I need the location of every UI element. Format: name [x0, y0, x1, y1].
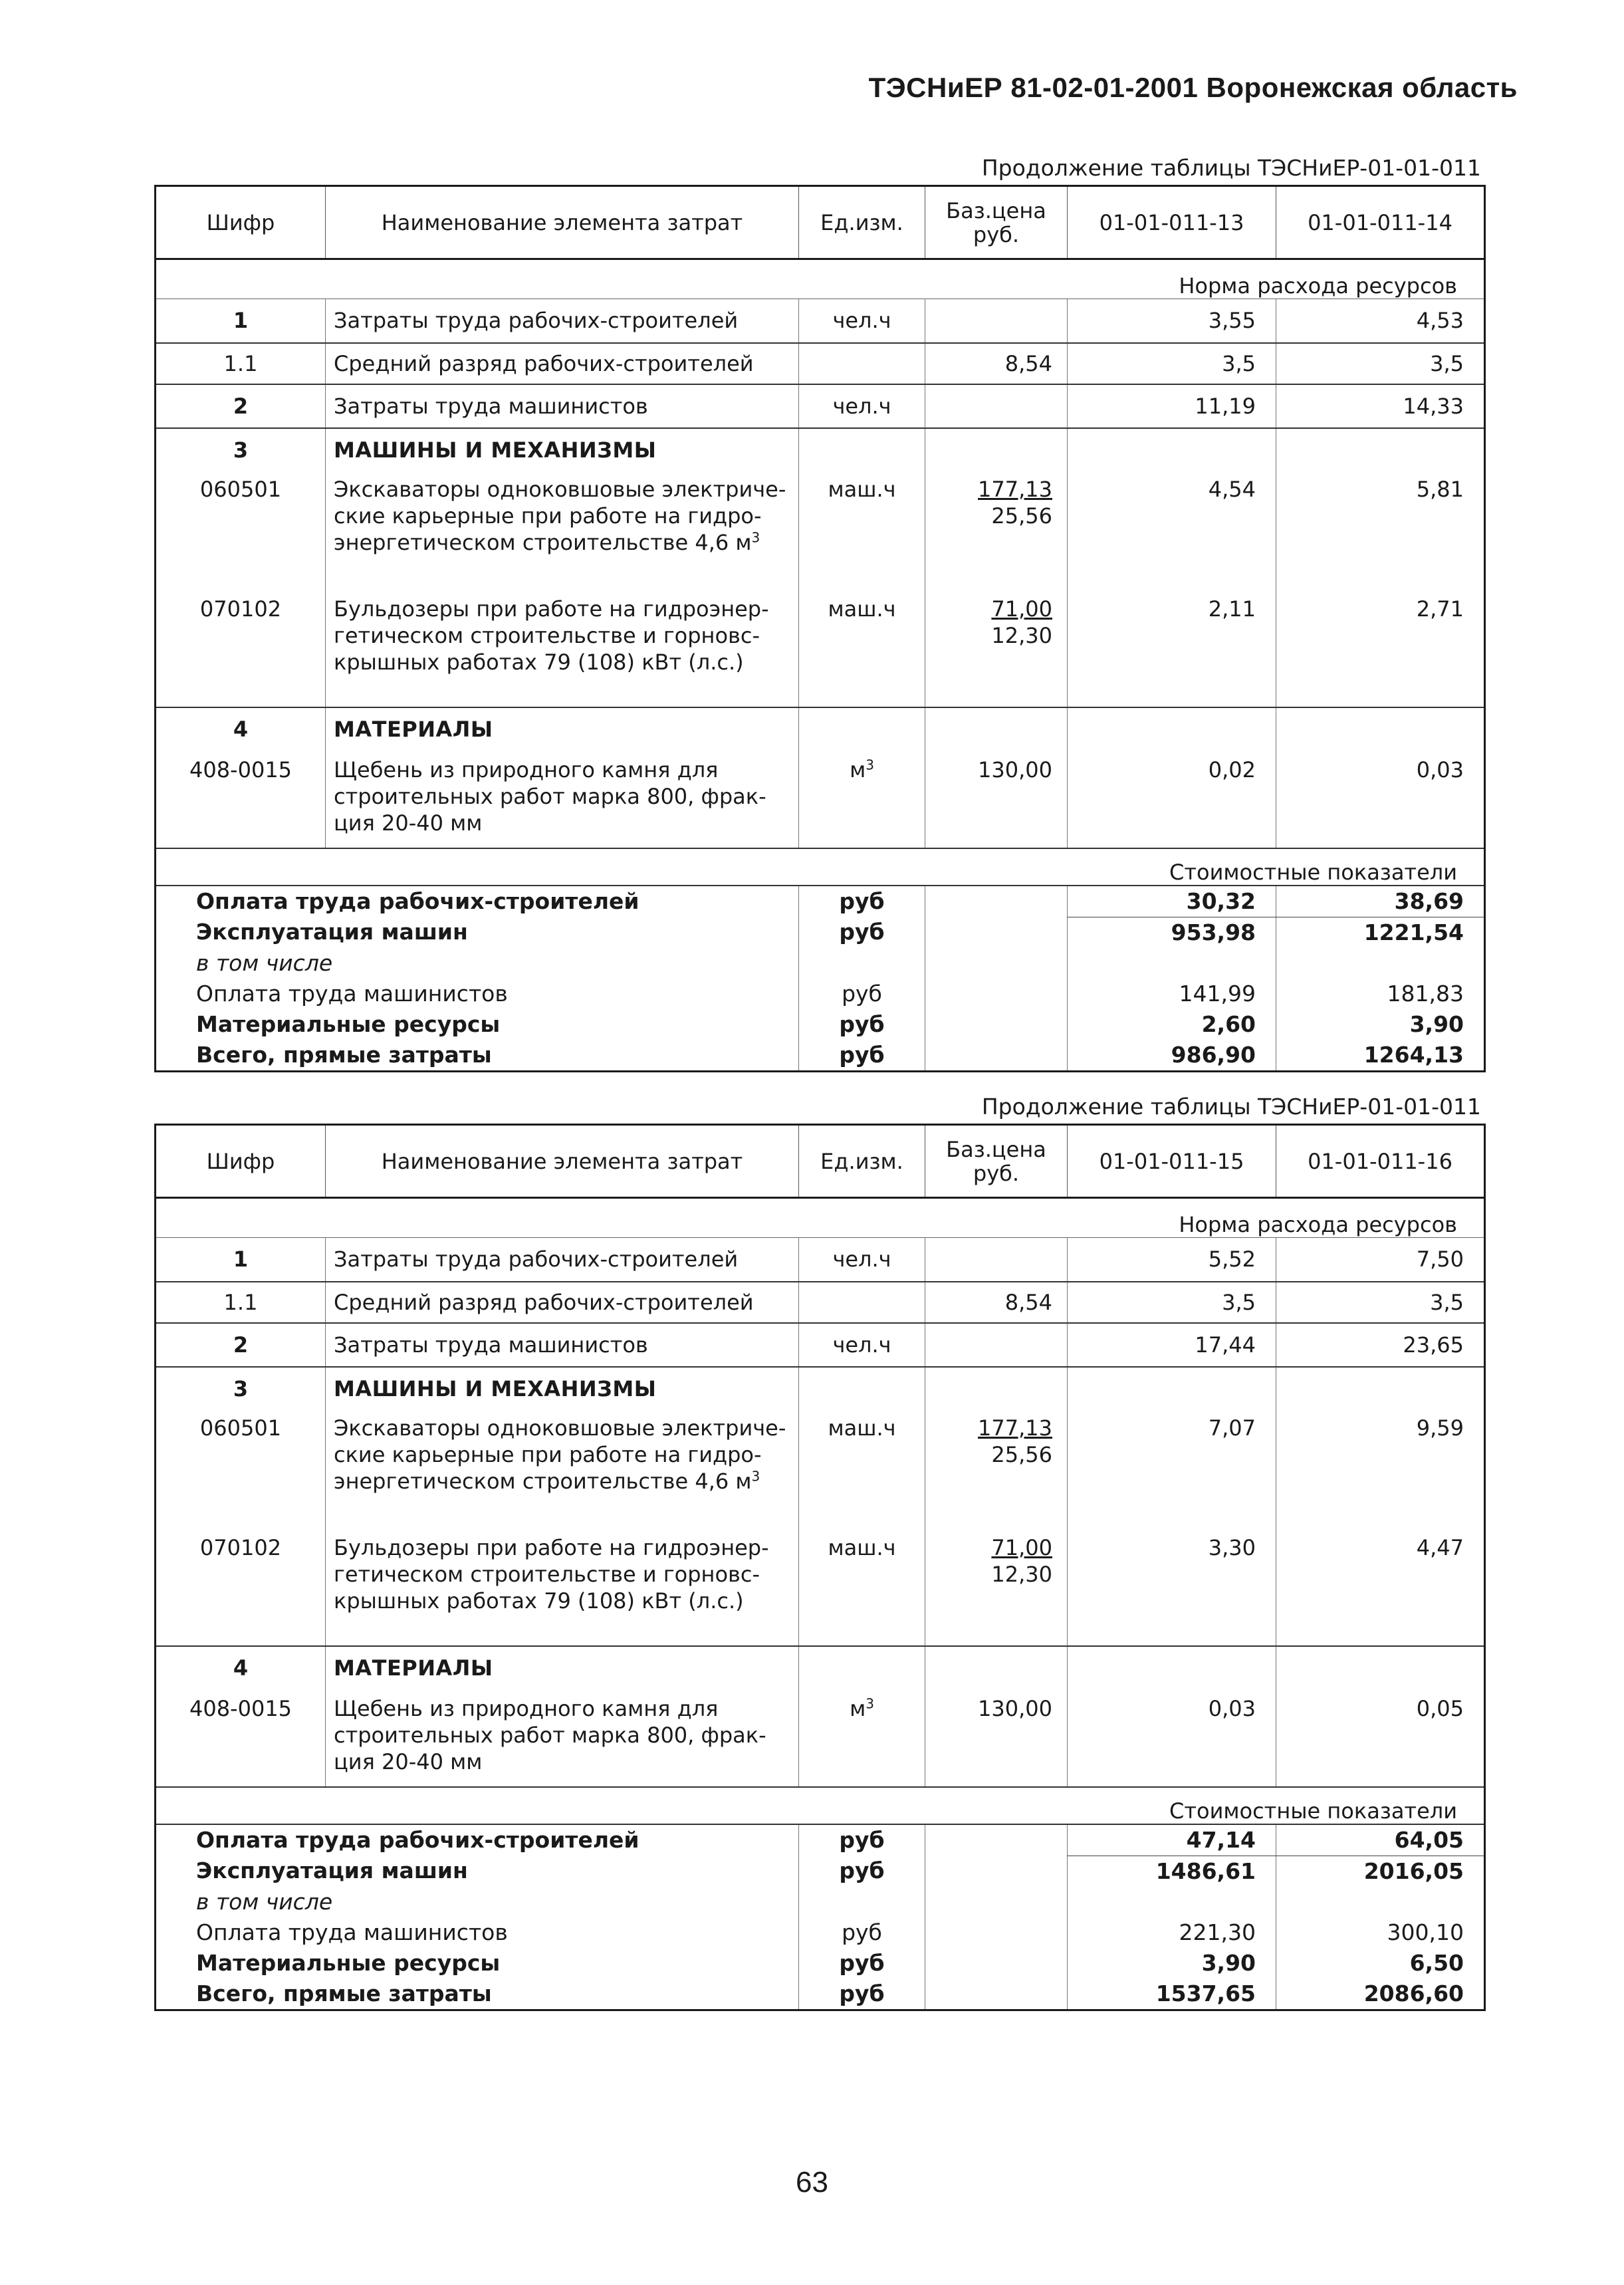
row-code: 1.1: [156, 1282, 326, 1323]
row-code: 060501: [199, 1415, 282, 1441]
table-row: [156, 1687, 1485, 1787]
cost-label: в том числе: [196, 1888, 333, 1915]
page-header-title: ТЭСНиЕР 81-02-01-2001 Воронежская область: [868, 72, 1518, 103]
cost-value-a: 221,30: [1068, 1917, 1276, 1948]
header-norm-b: 01-01-011-16: [1276, 1125, 1485, 1198]
section-title: МАШИНЫ И МЕХАНИЗМЫ: [326, 1367, 799, 1407]
norm-table-block-2: [154, 1090, 1484, 2011]
section-title: МАТЕРИАЛЫ: [326, 1646, 799, 1687]
cost-value-a: 3,90: [1068, 1948, 1276, 1979]
table-row: [156, 592, 1485, 707]
cost-price: [925, 917, 1068, 948]
row-code: 060501: [199, 476, 282, 502]
cost-value-b: 1221,54: [1276, 917, 1485, 948]
cost-value-b: 1264,13: [1276, 1040, 1485, 1072]
row-name: Затраты труда рабочих-строителей: [326, 299, 799, 343]
cost-unit: руб: [799, 979, 925, 1009]
cost-price: [925, 1040, 1068, 1072]
row-unit: $м^3$: [799, 1687, 925, 1787]
row-name: Средний разряд рабочих-строителей: [326, 1282, 799, 1323]
cost-label: Оплата труда рабочих-строителей: [196, 888, 639, 914]
norm-title-row: [156, 1198, 1485, 1238]
row-unit: маш.ч: [799, 1530, 925, 1646]
cost-unit: руб: [799, 1917, 925, 1948]
row-norm-a: 5,52: [1068, 1238, 1276, 1282]
cost-value-a: 47,14: [1068, 1824, 1276, 1856]
cost-label: Оплата труда машинистов: [196, 1919, 508, 1945]
row-code: 4: [233, 1655, 249, 1681]
cost-value-a: 2,60: [1068, 1009, 1276, 1040]
row-name: Затраты труда машинистов: [326, 1323, 799, 1367]
cost-row: [156, 886, 1485, 917]
row-unit: $м^3$: [799, 749, 925, 848]
row-norm-b: 2,71: [1276, 592, 1485, 707]
row-unit: чел.ч: [799, 1238, 925, 1282]
table-row: [156, 1530, 1485, 1646]
norm-title: Норма расхода ресурсов: [156, 259, 1485, 299]
table-row: [156, 299, 1485, 343]
cost-value-b: [1276, 948, 1485, 979]
row-name: Бульдозеры при работе на гидроэнер- гетическом строительстве и горновс- крышных работах 79 (108) кВт (л.с.): [326, 592, 799, 707]
cost-value-a: 30,32: [1068, 886, 1276, 917]
cost-title-row: [156, 1787, 1485, 1824]
row-code: 3: [233, 1376, 249, 1401]
cost-value-b: 2016,05: [1276, 1856, 1485, 1887]
row-norm-b: 4,47: [1276, 1530, 1485, 1646]
row-name: Экскаваторы одноковшовые электриче- ские карьерные при работе на гидро- энергетическом строительстве 4,6 $м^3$: [326, 468, 799, 592]
row-price: 71,00 12,30: [925, 1530, 1068, 1646]
cost-row: [156, 1887, 1485, 1917]
resource-norm-table: [154, 185, 1486, 1072]
row-code: 070102: [156, 592, 326, 707]
table-row: [156, 468, 1485, 592]
cost-value-a: [1068, 948, 1276, 979]
cost-value-b: 181,83: [1276, 979, 1485, 1009]
row-norm-b: 0,03: [1276, 749, 1485, 848]
row-norm-b: 9,59: [1276, 1407, 1485, 1530]
cost-title: Стоимостные показатели: [156, 1787, 1485, 1824]
cost-unit: руб: [799, 1824, 925, 1856]
row-name: Бульдозеры при работе на гидроэнер- гетическом строительстве и горновс- крышных работах 79 (108) кВт (л.с.): [326, 1530, 799, 1646]
section-row-materials: [156, 1646, 1485, 1687]
cost-price: [925, 1917, 1068, 1948]
row-unit: [799, 1282, 925, 1323]
cost-row: [156, 979, 1485, 1009]
header-norm-b: 01-01-011-14: [1276, 186, 1485, 259]
cost-price: [925, 1856, 1068, 1887]
row-norm-a: 0,03: [1068, 1687, 1276, 1787]
cost-value-b: 300,10: [1276, 1917, 1485, 1948]
row-unit: чел.ч: [799, 1323, 925, 1367]
cost-value-b: 6,50: [1276, 1948, 1485, 1979]
row-code: 1.1: [156, 343, 326, 384]
row-code: 2: [156, 384, 326, 428]
row-price: [925, 384, 1068, 428]
cost-value-a: 986,90: [1068, 1040, 1276, 1072]
row-code: 408-0015: [189, 757, 292, 782]
table-caption: Продолжение таблицы ТЭСНиЕР-01-01-011: [981, 155, 1481, 181]
table-row: [156, 1282, 1485, 1323]
cost-unit: руб: [799, 1948, 925, 1979]
cost-row: [156, 917, 1485, 948]
cost-value-b: 38,69: [1276, 886, 1485, 917]
cost-value-a: 1537,65: [1068, 1979, 1276, 2010]
cost-label: Эксплуатация машин: [196, 1858, 468, 1884]
cost-value-b: 3,90: [1276, 1009, 1485, 1040]
cost-row: [156, 1009, 1485, 1040]
header-unit: Ед.изм.: [799, 1125, 925, 1198]
cost-price: [925, 1009, 1068, 1040]
row-norm-a: 17,44: [1068, 1323, 1276, 1367]
table-header-row: [156, 1125, 1485, 1198]
row-price: [925, 1323, 1068, 1367]
row-norm-b: 0,05: [1276, 1687, 1485, 1787]
row-code: 2: [156, 1323, 326, 1367]
norm-title: Норма расхода ресурсов: [156, 1198, 1485, 1238]
table-row: [156, 384, 1485, 428]
cost-price: [925, 948, 1068, 979]
row-code: 1: [156, 299, 326, 343]
cost-unit: руб: [799, 917, 925, 948]
section-title: МАТЕРИАЛЫ: [326, 707, 799, 749]
table-row: [156, 1407, 1485, 1530]
cost-value-a: 1486,61: [1068, 1856, 1276, 1887]
header-price: Баз.цена руб.: [925, 186, 1068, 259]
row-norm-a: 2,11: [1068, 592, 1276, 707]
row-norm-a: 3,30: [1068, 1530, 1276, 1646]
row-name: Щебень из природного камня для строительных работ марка 800, фрак- ция 20-40 мм: [326, 749, 799, 848]
table-header-row: [156, 186, 1485, 259]
header-price: Баз.цена руб.: [925, 1125, 1068, 1198]
cost-row: [156, 948, 1485, 979]
cost-value-b: 64,05: [1276, 1824, 1485, 1856]
cost-price: [925, 1824, 1068, 1856]
norm-title-row: [156, 259, 1485, 299]
row-price: 177,13 25,56: [925, 468, 1068, 592]
cost-label: Материальные ресурсы: [196, 1011, 501, 1037]
table-caption: Продолжение таблицы ТЭСНиЕР-01-01-011: [981, 1094, 1481, 1120]
header-norm-a: 01-01-011-15: [1068, 1125, 1276, 1198]
row-unit: [799, 343, 925, 384]
row-unit: чел.ч: [799, 299, 925, 343]
cost-price: [925, 1979, 1068, 2010]
cost-label: Материальные ресурсы: [196, 1949, 501, 1976]
row-name: Средний разряд рабочих-строителей: [326, 343, 799, 384]
page-number: 63: [796, 2166, 828, 2199]
section-title: МАШИНЫ И МЕХАНИЗМЫ: [326, 428, 799, 468]
row-name: Затраты труда машинистов: [326, 384, 799, 428]
section-row-materials: [156, 707, 1485, 749]
table-row: [156, 1323, 1485, 1367]
cost-label: в том числе: [196, 949, 333, 976]
cost-row: [156, 1856, 1485, 1887]
header-name: Наименование элемента затрат: [326, 186, 799, 259]
cost-price: [925, 886, 1068, 917]
row-unit: маш.ч: [799, 592, 925, 707]
row-norm-b: 3,5: [1276, 1282, 1485, 1323]
cost-value-b: 2086,60: [1276, 1979, 1485, 2010]
row-norm-a: 3,55: [1068, 299, 1276, 343]
row-code: 070102: [156, 1530, 326, 1646]
row-norm-a: 4,54: [1068, 468, 1276, 592]
header-name: Наименование элемента затрат: [326, 1125, 799, 1198]
row-name: Затраты труда рабочих-строителей: [326, 1238, 799, 1282]
norm-table-block-1: [154, 152, 1484, 1072]
row-code: 408-0015: [189, 1695, 292, 1721]
row-code: 1: [156, 1238, 326, 1282]
cost-price: [925, 979, 1068, 1009]
section-row-machines: [156, 1367, 1485, 1407]
row-norm-b: 3,5: [1276, 343, 1485, 384]
row-price: 8,54: [925, 1282, 1068, 1323]
row-unit: маш.ч: [799, 468, 925, 592]
row-price: 130,00: [925, 1687, 1068, 1787]
cost-unit: руб: [799, 1040, 925, 1072]
resource-norm-table: [154, 1124, 1486, 2011]
cost-row: [156, 1948, 1485, 1979]
row-price: 71,00 12,30: [925, 592, 1068, 707]
row-price: 177,13 25,56: [925, 1407, 1068, 1530]
cost-value-b: [1276, 1887, 1485, 1917]
cost-unit: [799, 948, 925, 979]
cost-title-row: [156, 848, 1485, 886]
row-norm-a: 3,5: [1068, 343, 1276, 384]
cost-label: Оплата труда рабочих-строителей: [196, 1826, 639, 1853]
row-unit: маш.ч: [799, 1407, 925, 1530]
cost-unit: [799, 1887, 925, 1917]
header-norm-a: 01-01-011-13: [1068, 186, 1276, 259]
cost-unit: руб: [799, 1979, 925, 2010]
cost-row: [156, 1040, 1485, 1072]
table-row: [156, 1238, 1485, 1282]
header-unit: Ед.изм.: [799, 186, 925, 259]
row-price: 8,54: [925, 343, 1068, 384]
cost-title: Стоимостные показатели: [156, 848, 1485, 886]
row-price: 130,00: [925, 749, 1068, 848]
row-norm-b: 7,50: [1276, 1238, 1485, 1282]
cost-price: [925, 1948, 1068, 1979]
row-price: [925, 1238, 1068, 1282]
row-code: 4: [233, 716, 249, 742]
row-norm-a: 0,02: [1068, 749, 1276, 848]
row-norm-b: 14,33: [1276, 384, 1485, 428]
row-code: 3: [233, 437, 249, 463]
table-row: [156, 343, 1485, 384]
row-norm-a: 11,19: [1068, 384, 1276, 428]
cost-unit: руб: [799, 886, 925, 917]
row-norm-b: 5,81: [1276, 468, 1485, 592]
cost-row: [156, 1979, 1485, 2010]
table-row: [156, 749, 1485, 848]
cost-unit: руб: [799, 1009, 925, 1040]
cost-value-a: 953,98: [1068, 917, 1276, 948]
cost-row: [156, 1917, 1485, 1948]
cost-row: [156, 1824, 1485, 1856]
row-name: Экскаваторы одноковшовые электриче- ские карьерные при работе на гидро- энергетическом строительстве 4,6 $м^3$: [326, 1407, 799, 1530]
row-name: Щебень из природного камня для строительных работ марка 800, фрак- ция 20-40 мм: [326, 1687, 799, 1787]
row-unit: чел.ч: [799, 384, 925, 428]
cost-label: Всего, прямые затраты: [196, 1980, 492, 2006]
row-norm-a: 3,5: [1068, 1282, 1276, 1323]
row-norm-b: 4,53: [1276, 299, 1485, 343]
header-code: Шифр: [156, 186, 326, 259]
header-code: Шифр: [156, 1125, 326, 1198]
cost-price: [925, 1887, 1068, 1917]
cost-unit: руб: [799, 1856, 925, 1887]
cost-label: Оплата труда машинистов: [196, 980, 508, 1007]
row-norm-a: 7,07: [1068, 1407, 1276, 1530]
section-row-machines: [156, 428, 1485, 468]
cost-value-a: 141,99: [1068, 979, 1276, 1009]
row-norm-b: 23,65: [1276, 1323, 1485, 1367]
cost-label: Всего, прямые затраты: [196, 1041, 492, 1068]
cost-value-a: [1068, 1887, 1276, 1917]
cost-label: Эксплуатация машин: [196, 919, 468, 945]
row-price: [925, 299, 1068, 343]
